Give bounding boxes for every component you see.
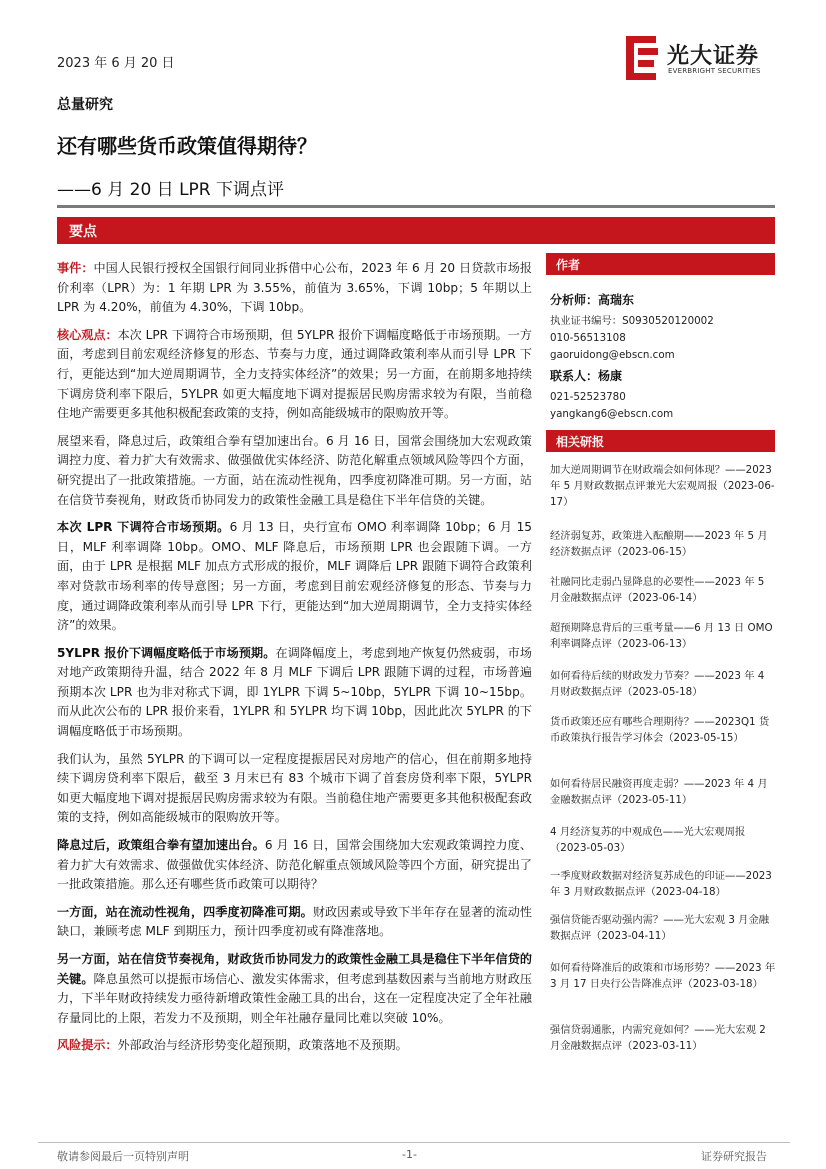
brand-logo [626,36,776,82]
everbright-logo-icon [626,36,658,80]
paragraph-lpr-expected [57,518,532,636]
report-category: 总量研究 [57,97,113,113]
author-header [546,253,775,275]
paragraph-policy-mix [57,836,532,895]
related-report-item[interactable]: 社融同比走弱凸显降息的必要性——2023 年 5 月金融数据点评（2023-06-14） [550,576,765,604]
report-date: 2023 年 6 月 20 日 [57,56,175,71]
paragraph-credit [57,950,532,1028]
report-title: 还有哪些货币政策值得期待？ [57,134,317,158]
related-report-item[interactable]: 一季度财政数据对经济复苏成色的印证——2023 年 3 月财政数据点评（2023-04-18） [550,870,772,898]
logo-chinese-name: 光大证券 [667,44,760,69]
paragraph-outlook [57,432,532,510]
contact-name: 联系人：杨康 [550,369,623,383]
related-report-item[interactable]: 经济弱复苏，政策进入酝酿期——2023 年 5 月经济数据点评（2023-06-15） [550,530,768,558]
event-label: 事件： [57,261,94,275]
contact-block [550,368,673,423]
related-report-item[interactable]: 强信贷能否驱动强内需？——光大宏观 3 月金融数据点评（2023-04-11） [550,914,770,942]
report-subtitle: ——6 月 20 日 LPR 下调点评 [57,180,285,200]
paragraph-risk [57,1036,532,1056]
related-report-item[interactable]: 超预期降息背后的三重考量——6 月 13 日 OMO 利率调降点评（2023-06-13） [550,622,773,650]
risk-label: 风险提示： [57,1038,118,1053]
related-research-label: 相关研报 [556,435,605,449]
author-label: 作者 [556,258,581,272]
related-report-item[interactable]: 如何看待居民融资再度走弱？——2023 年 4 月金融数据点评（2023-05-11） [550,778,768,806]
liquidity-label: 一方面，站在流动性视角，四季度初降准可期。 [57,904,313,919]
main-body [57,259,532,1064]
credit-text: 降息虽然可以提振市场信心、激发实体需求，但考虑到基数因素与当前地方财政压力，下半年财政持续发力亟待新增政策性金融工具的出台，这在一定程度决定了全年社融存量同比的上限，若发力不及预期，则全年社融存量同比难以突破 10%。 [57,971,532,1025]
paragraph-5ylpr [57,644,532,742]
core-view-label: 核心观点： [57,327,118,342]
policy-mix-label: 降息过后，政策组合拳有望加速出台。 [57,838,265,853]
contact-phone: 021-52523780 [550,391,626,403]
paragraph-event [57,259,532,318]
logo-english-name: EVERBRIGHT SECURITIES [668,67,761,75]
page-number: -1- [402,1148,417,1161]
analyst-phone: 010-56513108 [550,332,626,344]
footer-report-type: 证券研究报告 [701,1150,767,1163]
key-points-label: 要点 [69,224,97,240]
risk-text: 外部政治与经济形势变化超预期，政策落地不及预期。 [117,1038,408,1053]
event-text: 中国人民银行授权全国银行间同业拆借中心公布，2023 年 6 月 20 日贷款市场报价利率（LPR）为：1 年期 LPR 为 3.55%，前值为 3.65%，下调 10bp；5 年期以上 LPR 为 4.20%，前值为 4.30%，下调 10bp。 [57,261,532,315]
outlook-text: 展望来看，降息过后，政策组合拳有望加速出台。6 月 16 日，国常会围绕加大宏观政策调控力度、着力扩大有效需求、做强做优实体经济、防范化解重点领域风险等四个方面，研究提出了一批政策措施。一方面，站在流动性视角，四季度初降准可期。另一方面，站在信贷节奏视角，财政货币协同发力的政策性金融工具是稳住下半年信贷的关键。 [57,433,532,507]
5ylpr-label: 5YLPR 报价下调幅度略低于市场预期。 [57,645,276,660]
paragraph-our-view [57,750,532,828]
analyst-cert: 执业证书编号：S0930520120002 [550,315,714,327]
related-research-header [546,430,775,452]
liquidity-text: 财政因素或导致下半年存在显著的流动性缺口，兼顾考虑 MLF 到期压力，预计四季度初或有降准落地。 [57,904,532,939]
policy-mix-text: 6 月 16 日，国常会围绕加大宏观政策调控力度、着力扩大有效需求、做强做优实体经济、防范化解重点领域风险等四个方面，研究提出了一批政策措施。那么还有哪些货币政策可以期待？ [57,838,532,892]
analyst-block [550,292,714,364]
credit-label: 另一方面，站在信贷节奏视角，财政货币协同发力的政策性金融工具是稳住下半年信贷的关键。 [57,952,532,986]
lpr-expected-label: 本次 LPR 下调符合市场预期。 [57,520,230,535]
related-report-item[interactable]: 如何看待后续的财政发力节奏？——2023 年 4 月财政数据点评（2023-05-18） [550,670,765,698]
related-report-item[interactable]: 加大逆周期调节在财政端会如何体现？——2023 年 5 月财政数据点评兼光大宏观周报（2023-06-17） [550,464,775,508]
core-view-text: 本次 LPR 下调符合市场预期，但 5YLPR 报价下调幅度略低于市场预期。一方面，考虑到目前宏观经济修复的形态、节奏与力度，通过调降政策利率从而引导 LPR 下行，更能达到“加大逆周期调节，全力支持实体经济”的效果；另一方面，在前期多地持续下调房贷利率下限后，5YLPR 如更大幅度地下调对提振居民购房需求较为有限，当前稳住地产需要更多其他积极配套政策的支持，例如高能级城市的限购放开等。 [57,327,532,421]
our-view-text: 我们认为，虽然 5YLPR 的下调可以一定程度提振居民对房地产的信心，但在前期多地持续下调房贷利率下限后，截至 3 月末已有 83 个城市下调了首套房贷利率下限，5YLPR 如更大幅度地下调对提振居民购房需求较为有限。当前稳住地产需要更多其他积极配套政策的支持，例如高能级城市的限购放开等。 [57,751,532,825]
footer-disclaimer: 敬请参阅最后一页特别声明 [57,1150,189,1163]
related-report-item[interactable]: 4 月经济复苏的中观成色——光大宏观周报（2023-05-03） [550,826,746,854]
analyst-name: 分析师：高瑞东 [550,293,635,307]
analyst-email[interactable]: gaoruidong@ebscn.com [550,349,675,361]
lpr-expected-text: 6 月 13 日，央行宣布 OMO 利率调降 10bp；6 月 15 日，MLF 利率调降 10bp。OMO、MLF 降息后，市场预期 LPR 也会跟随下调。一方面，由于 LPR 是根据 MLF 加点方式形成的报价，MLF 调降后 LPR 跟随下调符合政策利率对贷款市场利率的传导意图；另一方面，考虑到目前宏观经济修复的形态、节奏与力度，通过调降政策利率从而引导 LPR 下行，更能达到“加大逆周期调节，全力支持实体经济”的效果。 [57,520,532,633]
paragraph-liquidity [57,903,532,942]
related-report-item[interactable]: 强信贷弱通胀，内需究竟如何？——光大宏观 2 月金融数据点评（2023-03-11） [550,1024,766,1052]
key-points-header [57,217,775,244]
5ylpr-text: 在调降幅度上，考虑到地产恢复仍然疲弱，市场对地产政策期待升温，结合 2022 年 8 月 MLF 下调后 LPR 跟随下调的过程，市场普遍预期本次 LPR 也为非对称式下调，即 1YLPR 下调 5~10bp，5YLPR 下调 10~15bp。而从此次公布的 LPR 报价来看，1YLPR 和 5YLPR 均下调 10bp，因此此次 5YLPR 的下调幅度略低于市场预期。 [57,645,532,739]
title-divider [57,205,775,208]
footer-divider [38,1142,790,1143]
related-report-item[interactable]: 货币政策还应有哪些合理期待？——2023Q1 货币政策执行报告学习体会（2023-05-15） [550,716,770,744]
paragraph-core-view [57,326,532,424]
contact-email[interactable]: yangkang6@ebscn.com [550,408,674,420]
related-report-item[interactable]: 如何看待降准后的政策和市场形势？——2023 年 3 月 17 日央行公告降准点评（2023-03-18） [550,962,776,990]
